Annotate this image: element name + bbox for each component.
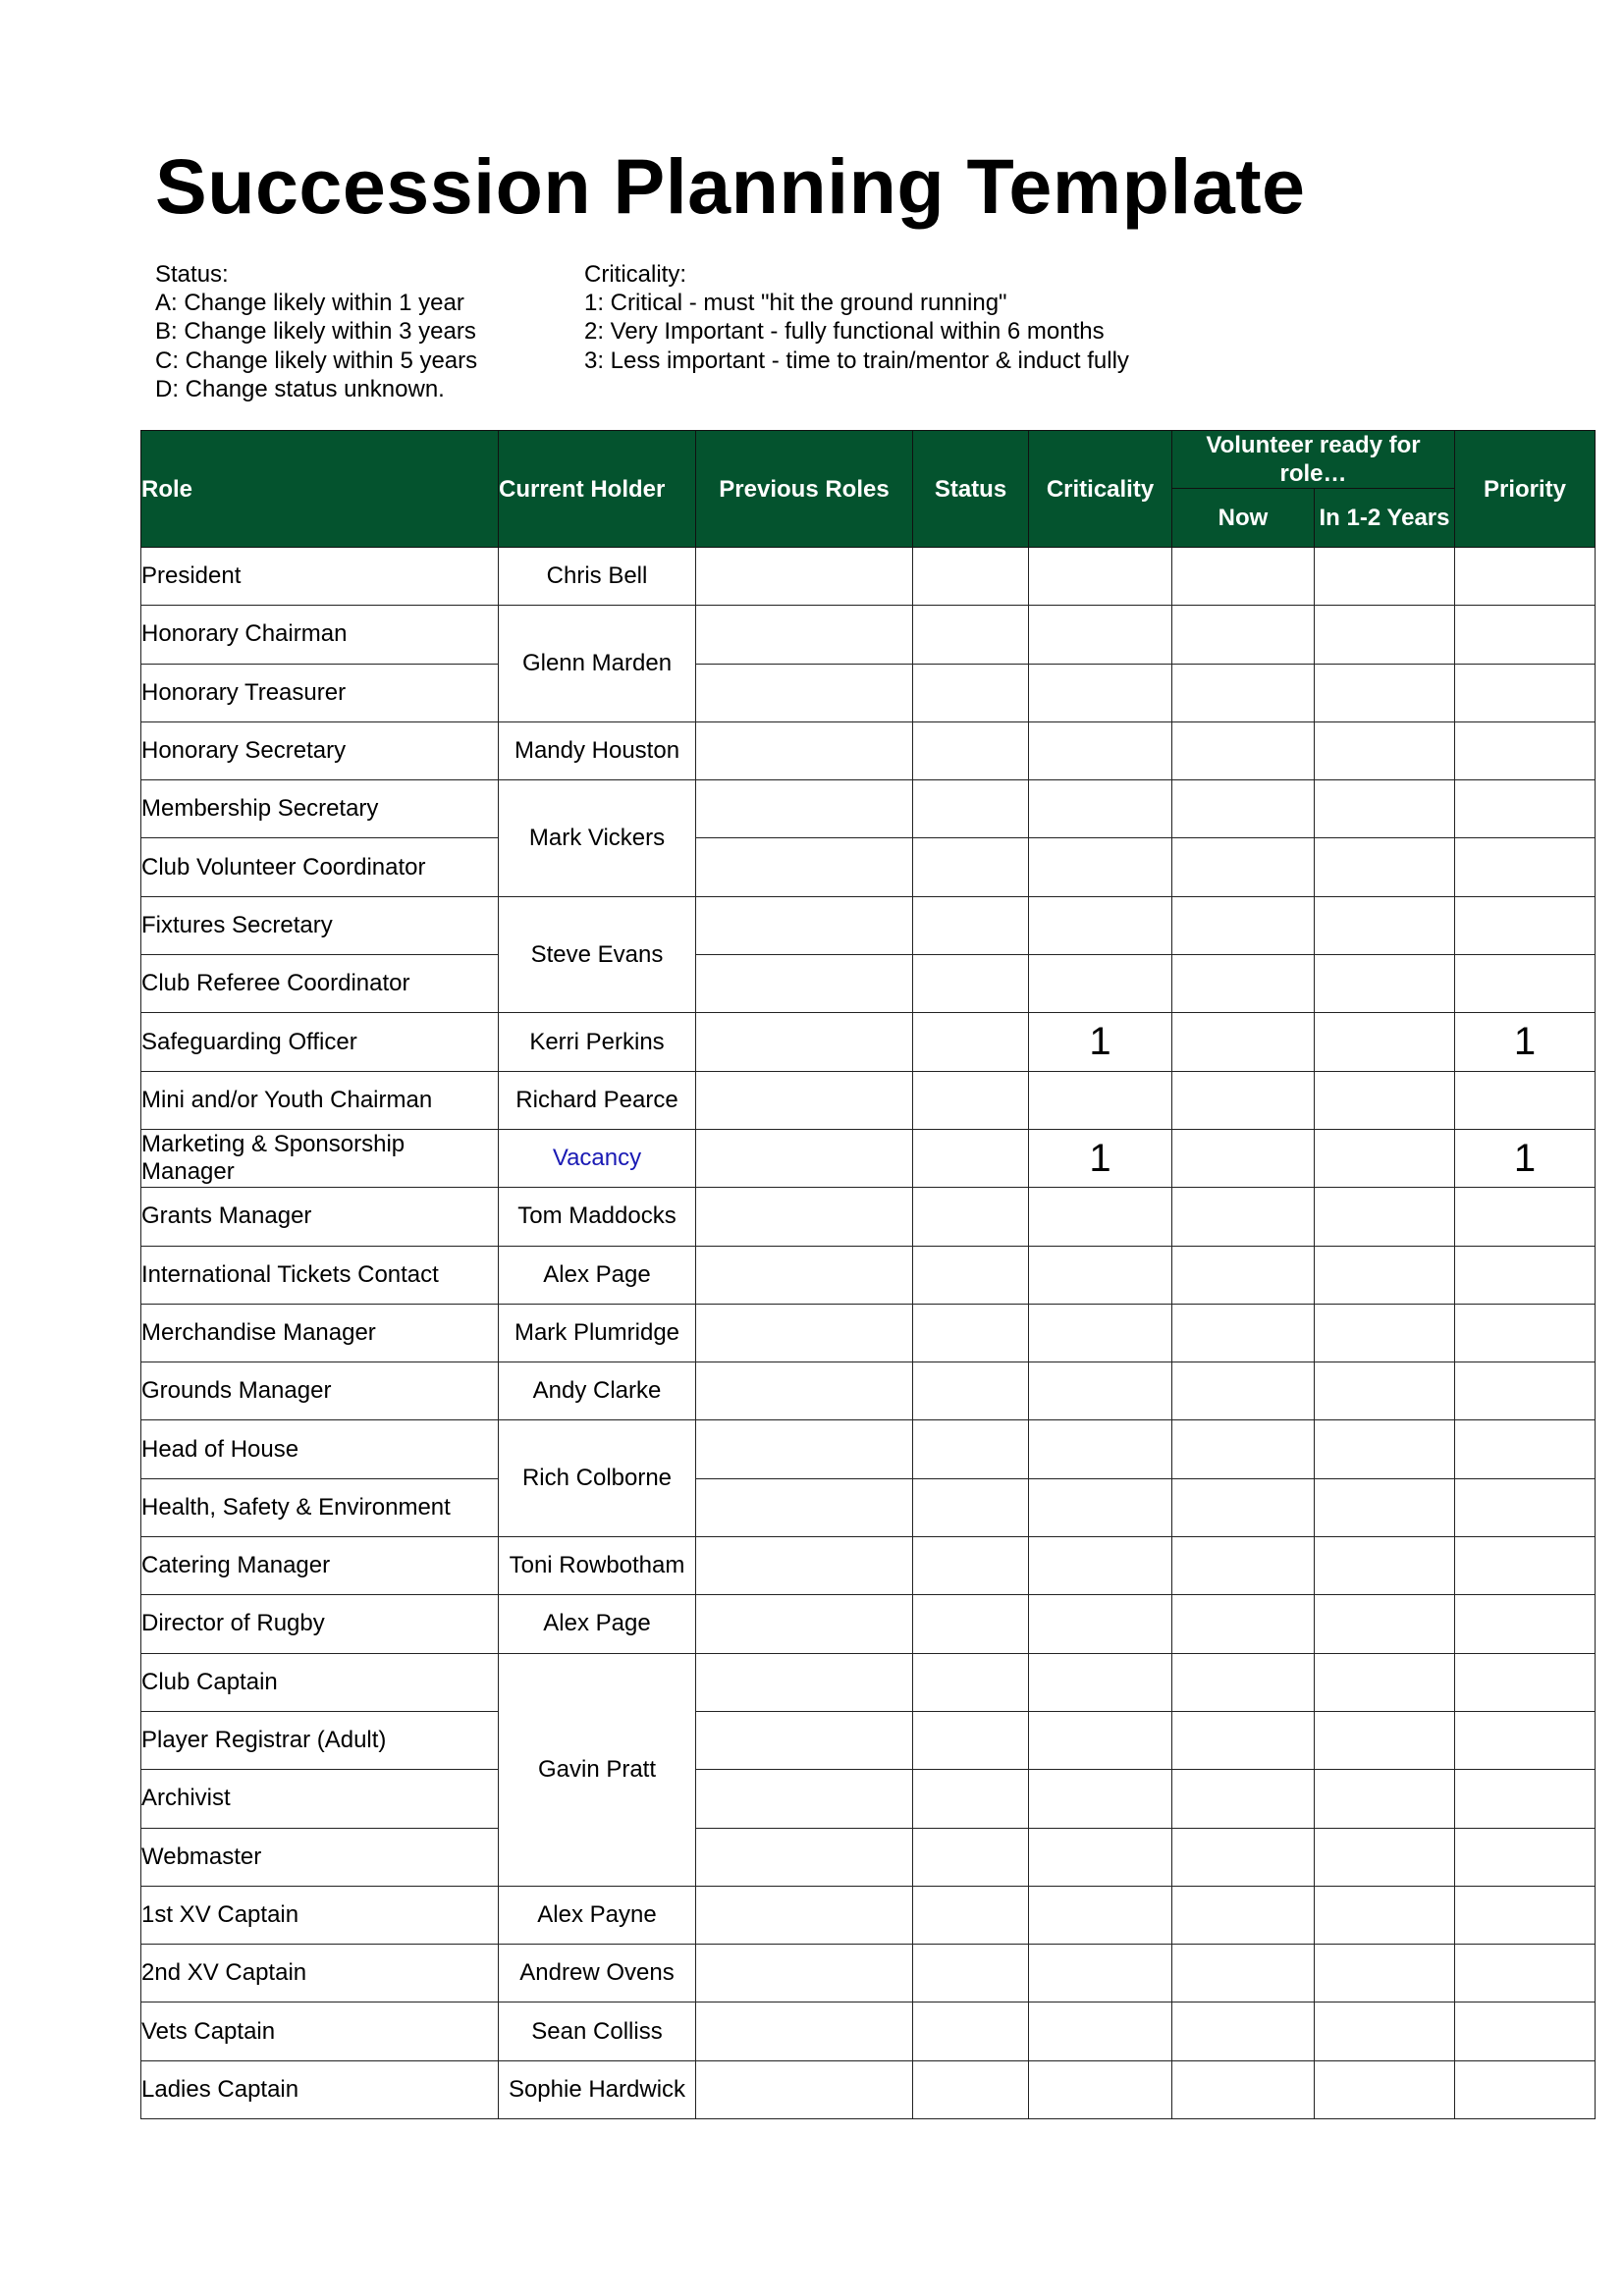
criticality-cell — [1029, 1246, 1172, 1304]
role-cell: Health, Safety & Environment — [141, 1478, 499, 1536]
table-row — [141, 1071, 1596, 1129]
role-cell: International Tickets Contact — [141, 1246, 499, 1304]
previous-roles-cell — [696, 2002, 913, 2060]
previous-roles-cell — [696, 1246, 913, 1304]
volunteer-now-cell — [1172, 1013, 1315, 1071]
role-cell: Honorary Secretary — [141, 721, 499, 779]
criticality-legend-heading: Criticality: — [584, 261, 687, 288]
criticality-cell — [1029, 721, 1172, 779]
volunteer-now-cell — [1172, 1653, 1315, 1711]
role-cell: Club Volunteer Coordinator — [141, 838, 499, 896]
volunteer-now-cell — [1172, 548, 1315, 606]
volunteer-now-cell — [1172, 1595, 1315, 1653]
volunteer-in-1-2-years-cell — [1315, 1420, 1455, 1478]
previous-roles-cell — [696, 1188, 913, 1246]
priority-cell — [1455, 1537, 1596, 1595]
criticality-cell: 1 — [1029, 1129, 1172, 1187]
current-holder-cell: Steve Evans — [499, 896, 696, 1013]
current-holder-cell: Rich Colborne — [499, 1420, 696, 1537]
status-legend-item: A: Change likely within 1 year — [155, 290, 464, 317]
criticality-cell — [1029, 1770, 1172, 1828]
criticality-cell — [1029, 606, 1172, 664]
volunteer-in-1-2-years-cell — [1315, 664, 1455, 721]
current-holder-cell: Richard Pearce — [499, 1071, 696, 1129]
status-cell — [913, 1362, 1029, 1420]
current-holder-cell: Toni Rowbotham — [499, 1537, 696, 1595]
status-cell — [913, 1304, 1029, 1362]
priority-cell — [1455, 1711, 1596, 1769]
table-row — [141, 1420, 1596, 1478]
criticality-cell — [1029, 1188, 1172, 1246]
table-row — [141, 1828, 1596, 1886]
volunteer-in-1-2-years-cell — [1315, 548, 1455, 606]
volunteer-now-cell — [1172, 1478, 1315, 1536]
volunteer-now-cell — [1172, 1246, 1315, 1304]
table-row — [141, 606, 1596, 664]
table-row — [141, 1246, 1596, 1304]
volunteer-in-1-2-years-cell — [1315, 1595, 1455, 1653]
previous-roles-cell — [696, 1478, 913, 1536]
current-holder-cell: Alex Page — [499, 1246, 696, 1304]
priority-cell — [1455, 1886, 1596, 1944]
volunteer-in-1-2-years-cell — [1315, 2060, 1455, 2118]
status-cell — [913, 721, 1029, 779]
status-cell — [913, 1129, 1029, 1187]
table-row — [141, 2060, 1596, 2118]
criticality-cell — [1029, 1828, 1172, 1886]
status-cell — [913, 896, 1029, 954]
status-cell — [913, 1537, 1029, 1595]
previous-roles-cell — [696, 1420, 913, 1478]
header-criticality: Criticality — [1029, 431, 1172, 548]
criticality-cell — [1029, 780, 1172, 838]
previous-roles-cell — [696, 1362, 913, 1420]
role-cell: Director of Rugby — [141, 1595, 499, 1653]
table-row — [141, 955, 1596, 1013]
role-cell: 1st XV Captain — [141, 1886, 499, 1944]
volunteer-now-cell — [1172, 896, 1315, 954]
volunteer-in-1-2-years-cell — [1315, 1188, 1455, 1246]
status-cell — [913, 1653, 1029, 1711]
table-row — [141, 1304, 1596, 1362]
previous-roles-cell — [696, 1595, 913, 1653]
volunteer-now-cell — [1172, 1828, 1315, 1886]
status-legend-heading: Status: — [155, 261, 229, 288]
role-cell: Honorary Chairman — [141, 606, 499, 664]
criticality-cell — [1029, 2002, 1172, 2060]
status-cell — [913, 1711, 1029, 1769]
volunteer-in-1-2-years-cell — [1315, 2002, 1455, 2060]
volunteer-now-cell — [1172, 1886, 1315, 1944]
previous-roles-cell — [696, 955, 913, 1013]
priority-cell — [1455, 1246, 1596, 1304]
role-cell: Marketing & Sponsorship Manager — [141, 1129, 499, 1187]
status-cell — [913, 606, 1029, 664]
volunteer-in-1-2-years-cell — [1315, 1246, 1455, 1304]
criticality-cell — [1029, 1071, 1172, 1129]
criticality-cell — [1029, 838, 1172, 896]
priority-cell — [1455, 1304, 1596, 1362]
status-cell — [913, 1595, 1029, 1653]
volunteer-now-cell — [1172, 664, 1315, 721]
volunteer-in-1-2-years-cell — [1315, 1129, 1455, 1187]
volunteer-now-cell — [1172, 1420, 1315, 1478]
priority-cell — [1455, 1653, 1596, 1711]
status-cell — [913, 1828, 1029, 1886]
table-row — [141, 838, 1596, 896]
role-cell: Mini and/or Youth Chairman — [141, 1071, 499, 1129]
volunteer-now-cell — [1172, 606, 1315, 664]
priority-cell — [1455, 780, 1596, 838]
criticality-legend — [584, 260, 1129, 375]
criticality-cell — [1029, 1304, 1172, 1362]
current-holder-cell: Gavin Pratt — [499, 1653, 696, 1886]
table-row — [141, 1537, 1596, 1595]
status-cell — [913, 780, 1029, 838]
priority-cell — [1455, 1478, 1596, 1536]
volunteer-now-cell — [1172, 2002, 1315, 2060]
page-title: Succession Planning Template — [155, 142, 1306, 230]
criticality-cell — [1029, 1945, 1172, 2002]
role-cell: Grounds Manager — [141, 1362, 499, 1420]
criticality-cell — [1029, 1653, 1172, 1711]
role-cell: Catering Manager — [141, 1537, 499, 1595]
status-cell — [913, 1013, 1029, 1071]
previous-roles-cell — [696, 664, 913, 721]
priority-cell — [1455, 955, 1596, 1013]
table-row — [141, 1188, 1596, 1246]
role-cell: Membership Secretary — [141, 780, 499, 838]
volunteer-in-1-2-years-cell — [1315, 606, 1455, 664]
status-cell — [913, 1420, 1029, 1478]
previous-roles-cell — [696, 1537, 913, 1595]
status-cell — [913, 548, 1029, 606]
role-cell: Fixtures Secretary — [141, 896, 499, 954]
volunteer-now-cell — [1172, 2060, 1315, 2118]
priority-cell — [1455, 1828, 1596, 1886]
criticality-cell — [1029, 2060, 1172, 2118]
header-volunteer-ready: Volunteer ready for role… — [1172, 431, 1455, 489]
priority-cell — [1455, 1595, 1596, 1653]
volunteer-now-cell — [1172, 838, 1315, 896]
criticality-cell — [1029, 664, 1172, 721]
table-row — [141, 548, 1596, 606]
previous-roles-cell — [696, 2060, 913, 2118]
criticality-cell — [1029, 1420, 1172, 1478]
status-cell — [913, 2002, 1029, 2060]
previous-roles-cell — [696, 1945, 913, 2002]
volunteer-now-cell — [1172, 1188, 1315, 1246]
table-row — [141, 1653, 1596, 1711]
role-cell: Webmaster — [141, 1828, 499, 1886]
volunteer-now-cell — [1172, 1129, 1315, 1187]
volunteer-in-1-2-years-cell — [1315, 1828, 1455, 1886]
previous-roles-cell — [696, 1711, 913, 1769]
volunteer-in-1-2-years-cell — [1315, 1945, 1455, 2002]
role-cell: Ladies Captain — [141, 2060, 499, 2118]
status-cell — [913, 1071, 1029, 1129]
table-row — [141, 896, 1596, 954]
priority-cell — [1455, 548, 1596, 606]
volunteer-in-1-2-years-cell — [1315, 1478, 1455, 1536]
role-cell: Grants Manager — [141, 1188, 499, 1246]
succession-table — [140, 430, 1596, 2119]
volunteer-in-1-2-years-cell — [1315, 721, 1455, 779]
previous-roles-cell — [696, 548, 913, 606]
criticality-legend-item: 2: Very Important - fully functional within 6 months — [584, 318, 1105, 346]
current-holder-cell: Andy Clarke — [499, 1362, 696, 1420]
status-cell — [913, 2060, 1029, 2118]
previous-roles-cell — [696, 1071, 913, 1129]
criticality-legend-item: 3: Less important - time to train/mentor & induct fully — [584, 347, 1129, 374]
role-cell: Club Referee Coordinator — [141, 955, 499, 1013]
criticality-cell — [1029, 1362, 1172, 1420]
header-in-1-2-years: In 1-2 Years — [1315, 489, 1455, 548]
priority-cell — [1455, 2002, 1596, 2060]
role-cell: Safeguarding Officer — [141, 1013, 499, 1071]
header-priority: Priority — [1455, 431, 1596, 548]
priority-cell — [1455, 1770, 1596, 1828]
table-row — [141, 1478, 1596, 1536]
header-previous-roles: Previous Roles — [696, 431, 913, 548]
criticality-cell — [1029, 896, 1172, 954]
volunteer-now-cell — [1172, 1770, 1315, 1828]
status-cell — [913, 1886, 1029, 1944]
priority-cell — [1455, 1362, 1596, 1420]
table-row — [141, 664, 1596, 721]
volunteer-now-cell — [1172, 1071, 1315, 1129]
table-row — [141, 1595, 1596, 1653]
table-row — [141, 721, 1596, 779]
current-holder-cell: Vacancy — [499, 1129, 696, 1187]
table-row — [141, 1770, 1596, 1828]
criticality-cell — [1029, 1537, 1172, 1595]
status-cell — [913, 838, 1029, 896]
volunteer-in-1-2-years-cell — [1315, 1711, 1455, 1769]
status-cell — [913, 1945, 1029, 2002]
previous-roles-cell — [696, 1304, 913, 1362]
volunteer-now-cell — [1172, 1945, 1315, 2002]
priority-cell — [1455, 2060, 1596, 2118]
table-row — [141, 1362, 1596, 1420]
volunteer-in-1-2-years-cell — [1315, 1071, 1455, 1129]
previous-roles-cell — [696, 780, 913, 838]
criticality-cell — [1029, 548, 1172, 606]
table-body — [141, 548, 1596, 2119]
volunteer-now-cell — [1172, 780, 1315, 838]
volunteer-in-1-2-years-cell — [1315, 896, 1455, 954]
header-role: Role — [141, 431, 499, 548]
volunteer-now-cell — [1172, 1537, 1315, 1595]
status-cell — [913, 1188, 1029, 1246]
status-cell — [913, 664, 1029, 721]
volunteer-now-cell — [1172, 721, 1315, 779]
status-cell — [913, 1770, 1029, 1828]
volunteer-in-1-2-years-cell — [1315, 780, 1455, 838]
priority-cell — [1455, 1945, 1596, 2002]
volunteer-now-cell — [1172, 955, 1315, 1013]
table-row — [141, 1129, 1596, 1187]
role-cell: Honorary Treasurer — [141, 664, 499, 721]
current-holder-cell: Glenn Marden — [499, 606, 696, 722]
priority-cell — [1455, 838, 1596, 896]
previous-roles-cell — [696, 1886, 913, 1944]
volunteer-in-1-2-years-cell — [1315, 838, 1455, 896]
status-cell — [913, 1246, 1029, 1304]
priority-cell — [1455, 606, 1596, 664]
criticality-cell — [1029, 955, 1172, 1013]
priority-cell — [1455, 1071, 1596, 1129]
priority-cell — [1455, 664, 1596, 721]
priority-cell — [1455, 721, 1596, 779]
previous-roles-cell — [696, 1828, 913, 1886]
table-row — [141, 780, 1596, 838]
current-holder-cell: Tom Maddocks — [499, 1188, 696, 1246]
criticality-cell — [1029, 1478, 1172, 1536]
volunteer-now-cell — [1172, 1362, 1315, 1420]
role-cell: Merchandise Manager — [141, 1304, 499, 1362]
table-row — [141, 1945, 1596, 2002]
previous-roles-cell — [696, 838, 913, 896]
current-holder-cell: Alex Page — [499, 1595, 696, 1653]
criticality-cell — [1029, 1595, 1172, 1653]
criticality-cell: 1 — [1029, 1013, 1172, 1071]
role-cell: Archivist — [141, 1770, 499, 1828]
priority-cell: 1 — [1455, 1013, 1596, 1071]
volunteer-in-1-2-years-cell — [1315, 1653, 1455, 1711]
current-holder-cell: Chris Bell — [499, 548, 696, 606]
priority-cell — [1455, 896, 1596, 954]
previous-roles-cell — [696, 1129, 913, 1187]
header-now: Now — [1172, 489, 1315, 548]
current-holder-cell: Mark Vickers — [499, 780, 696, 897]
role-cell: Vets Captain — [141, 2002, 499, 2060]
status-legend-item: D: Change status unknown. — [155, 375, 445, 402]
volunteer-in-1-2-years-cell — [1315, 1886, 1455, 1944]
volunteer-in-1-2-years-cell — [1315, 1537, 1455, 1595]
previous-roles-cell — [696, 1770, 913, 1828]
current-holder-cell: Alex Payne — [499, 1886, 696, 1944]
priority-cell — [1455, 1420, 1596, 1478]
role-cell: 2nd XV Captain — [141, 1945, 499, 2002]
criticality-legend-item: 1: Critical - must "hit the ground running" — [584, 290, 1007, 317]
volunteer-now-cell — [1172, 1711, 1315, 1769]
table-row — [141, 1013, 1596, 1071]
status-legend-item: C: Change likely within 5 years — [155, 347, 478, 374]
role-cell: Player Registrar (Adult) — [141, 1711, 499, 1769]
status-legend — [155, 260, 477, 403]
current-holder-cell: Mark Plumridge — [499, 1304, 696, 1362]
header-current-holder: Current Holder — [499, 431, 696, 548]
role-cell: Club Captain — [141, 1653, 499, 1711]
status-cell — [913, 1478, 1029, 1536]
previous-roles-cell — [696, 896, 913, 954]
previous-roles-cell — [696, 606, 913, 664]
volunteer-in-1-2-years-cell — [1315, 1304, 1455, 1362]
current-holder-cell: Mandy Houston — [499, 721, 696, 779]
previous-roles-cell — [696, 1653, 913, 1711]
status-legend-item: B: Change likely within 3 years — [155, 318, 476, 346]
previous-roles-cell — [696, 1013, 913, 1071]
criticality-cell — [1029, 1886, 1172, 1944]
volunteer-now-cell — [1172, 1304, 1315, 1362]
current-holder-cell: Kerri Perkins — [499, 1013, 696, 1071]
volunteer-in-1-2-years-cell — [1315, 955, 1455, 1013]
priority-cell: 1 — [1455, 1129, 1596, 1187]
role-cell: President — [141, 548, 499, 606]
table-row — [141, 2002, 1596, 2060]
table-row — [141, 1711, 1596, 1769]
volunteer-in-1-2-years-cell — [1315, 1013, 1455, 1071]
status-cell — [913, 955, 1029, 1013]
priority-cell — [1455, 1188, 1596, 1246]
previous-roles-cell — [696, 721, 913, 779]
role-cell: Head of House — [141, 1420, 499, 1478]
current-holder-cell: Sean Colliss — [499, 2002, 696, 2060]
header-status: Status — [913, 431, 1029, 548]
current-holder-cell: Andrew Ovens — [499, 1945, 696, 2002]
volunteer-in-1-2-years-cell — [1315, 1770, 1455, 1828]
criticality-cell — [1029, 1711, 1172, 1769]
table-row — [141, 1886, 1596, 1944]
current-holder-cell: Sophie Hardwick — [499, 2060, 696, 2118]
volunteer-in-1-2-years-cell — [1315, 1362, 1455, 1420]
